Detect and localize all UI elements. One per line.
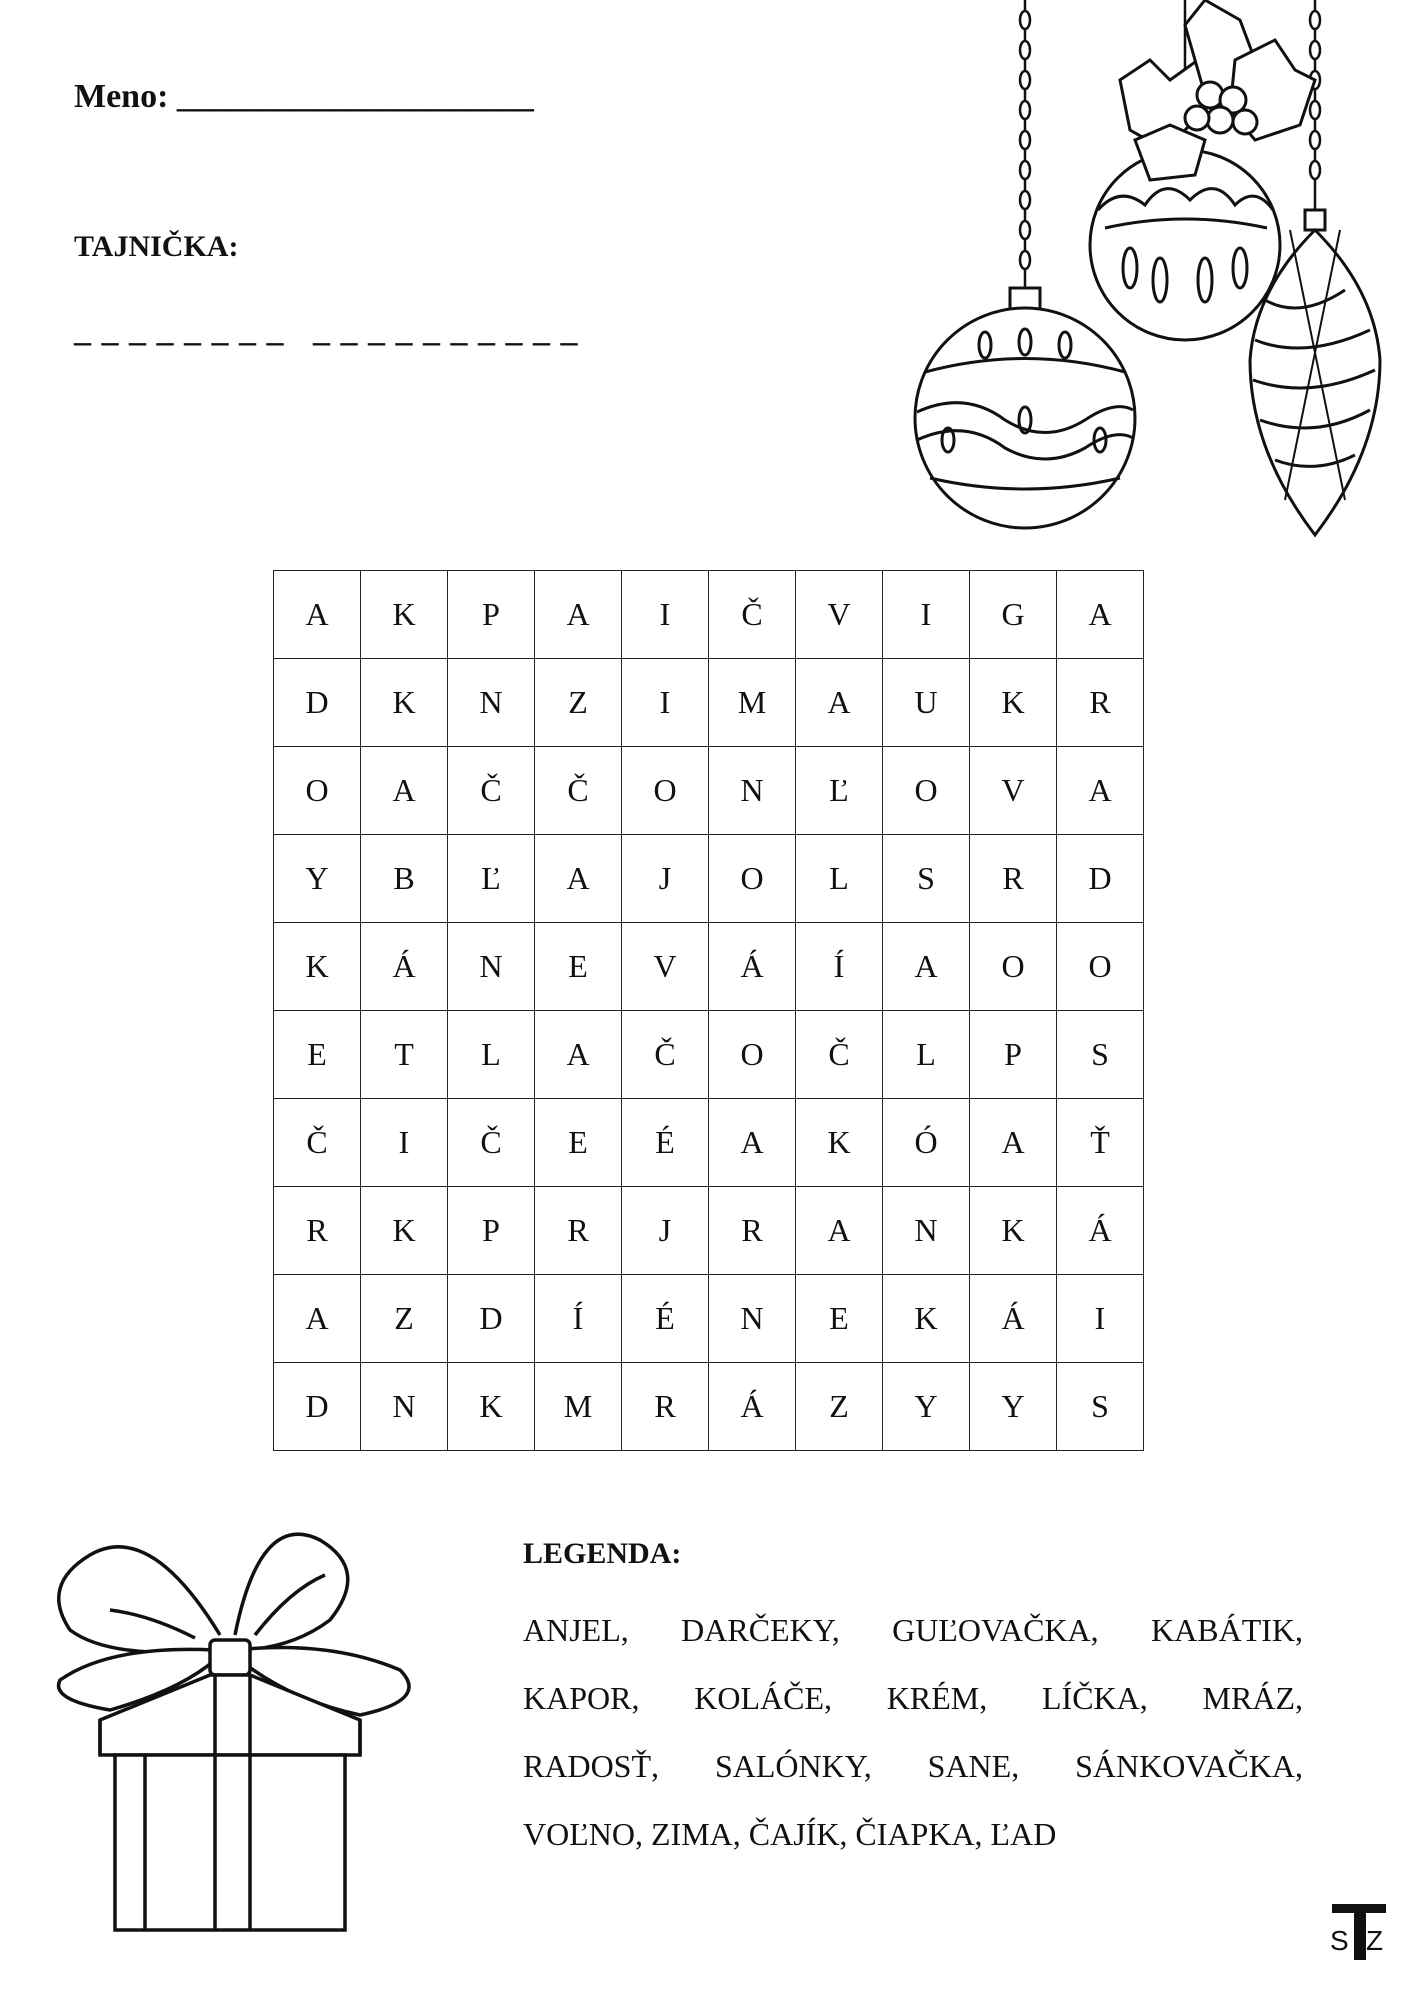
- grid-cell: P: [448, 571, 535, 659]
- grid-cell: N: [709, 1275, 796, 1363]
- grid-cell: A: [535, 1011, 622, 1099]
- grid-cell: K: [274, 923, 361, 1011]
- grid-cell: K: [361, 1187, 448, 1275]
- christmas-ornaments-icon: [905, 0, 1385, 540]
- logo-letter-s: S: [1330, 1925, 1349, 1956]
- grid-row: [274, 1275, 1144, 1363]
- grid-cell: D: [1057, 835, 1144, 923]
- grid-cell: K: [361, 659, 448, 747]
- logo-letter-z: Z: [1366, 1925, 1384, 1956]
- grid-cell: T: [361, 1011, 448, 1099]
- name-blank: _____________________: [176, 78, 534, 115]
- grid-cell: Á: [709, 1363, 796, 1451]
- grid-cell: A: [1057, 571, 1144, 659]
- grid-cell: V: [622, 923, 709, 1011]
- grid-cell: R: [970, 835, 1057, 923]
- grid-row: [274, 1187, 1144, 1275]
- grid-cell: Č: [535, 747, 622, 835]
- grid-cell: A: [796, 1187, 883, 1275]
- grid-cell: O: [970, 923, 1057, 1011]
- grid-row: [274, 1011, 1144, 1099]
- grid-cell: Y: [883, 1363, 970, 1451]
- grid-cell: B: [361, 835, 448, 923]
- grid-cell: K: [970, 1187, 1057, 1275]
- grid-cell: E: [274, 1011, 361, 1099]
- grid-cell: R: [709, 1187, 796, 1275]
- grid-cell: O: [1057, 923, 1144, 1011]
- grid-cell: Y: [274, 835, 361, 923]
- grid-cell: R: [1057, 659, 1144, 747]
- grid-row: [274, 659, 1144, 747]
- grid-cell: A: [274, 571, 361, 659]
- stz-logo-icon: [1328, 1900, 1390, 1962]
- grid-cell: A: [709, 1099, 796, 1187]
- grid-cell: K: [448, 1363, 535, 1451]
- grid-cell: A: [970, 1099, 1057, 1187]
- grid-cell: A: [1057, 747, 1144, 835]
- grid-cell: R: [622, 1363, 709, 1451]
- grid-cell: S: [883, 835, 970, 923]
- grid-cell: V: [970, 747, 1057, 835]
- grid-cell: Ó: [883, 1099, 970, 1187]
- grid-cell: Č: [448, 747, 535, 835]
- legend-line: RADOSŤ, SALÓNKY, SANE, SÁNKOVAČKA,: [523, 1748, 1303, 1784]
- grid-cell: J: [622, 1187, 709, 1275]
- grid-cell: M: [709, 659, 796, 747]
- legend-line: KAPOR, KOLÁČE, KRÉM, LÍČKA, MRÁZ,: [523, 1680, 1303, 1716]
- grid-cell: Č: [709, 571, 796, 659]
- grid-row: [274, 923, 1144, 1011]
- grid-cell: A: [883, 923, 970, 1011]
- grid-cell: Č: [274, 1099, 361, 1187]
- grid-cell: Z: [361, 1275, 448, 1363]
- grid-cell: A: [535, 835, 622, 923]
- grid-cell: E: [796, 1275, 883, 1363]
- grid-cell: A: [796, 659, 883, 747]
- grid-row: [274, 571, 1144, 659]
- grid-cell: O: [883, 747, 970, 835]
- grid-row: [274, 835, 1144, 923]
- grid-cell: K: [883, 1275, 970, 1363]
- grid-cell: E: [535, 1099, 622, 1187]
- grid-cell: O: [709, 835, 796, 923]
- grid-cell: D: [448, 1275, 535, 1363]
- grid-cell: Í: [535, 1275, 622, 1363]
- grid-cell: G: [970, 571, 1057, 659]
- legend-word-list: [523, 1596, 1303, 1868]
- grid-cell: N: [361, 1363, 448, 1451]
- legend-line: ANJEL, DARČEKY, GUĽOVAČKA, KABÁTIK,: [523, 1612, 1303, 1648]
- grid-cell: Ľ: [796, 747, 883, 835]
- grid-cell: Č: [796, 1011, 883, 1099]
- grid-cell: O: [274, 747, 361, 835]
- grid-cell: L: [796, 835, 883, 923]
- grid-cell: A: [361, 747, 448, 835]
- grid-cell: É: [622, 1099, 709, 1187]
- grid-cell: Č: [448, 1099, 535, 1187]
- grid-cell: J: [622, 835, 709, 923]
- name-field: [74, 78, 534, 116]
- grid-cell: A: [274, 1275, 361, 1363]
- grid-cell: A: [535, 571, 622, 659]
- grid-cell: Í: [796, 923, 883, 1011]
- legend-line: VOĽNO, ZIMA, ČAJÍK, ČIAPKA, ĽAD: [523, 1816, 1057, 1852]
- grid-cell: N: [448, 659, 535, 747]
- grid-cell: S: [1057, 1363, 1144, 1451]
- grid-cell: U: [883, 659, 970, 747]
- grid-cell: L: [883, 1011, 970, 1099]
- grid-cell: V: [796, 571, 883, 659]
- grid-cell: R: [274, 1187, 361, 1275]
- grid-cell: P: [448, 1187, 535, 1275]
- grid-cell: Č: [622, 1011, 709, 1099]
- grid-cell: Z: [796, 1363, 883, 1451]
- grid-cell: R: [535, 1187, 622, 1275]
- word-search-grid: [273, 570, 1144, 1451]
- grid-cell: N: [709, 747, 796, 835]
- grid-cell: N: [448, 923, 535, 1011]
- grid-cell: I: [1057, 1275, 1144, 1363]
- grid-cell: Á: [970, 1275, 1057, 1363]
- grid-row: [274, 1099, 1144, 1187]
- grid-cell: I: [883, 571, 970, 659]
- grid-cell: Z: [535, 659, 622, 747]
- grid-cell: P: [970, 1011, 1057, 1099]
- grid-cell: Á: [1057, 1187, 1144, 1275]
- legend-title: LEGENDA:: [523, 1537, 682, 1570]
- grid-cell: I: [361, 1099, 448, 1187]
- grid-cell: K: [970, 659, 1057, 747]
- gift-box-icon: [30, 1500, 420, 1940]
- grid-cell: Ť: [1057, 1099, 1144, 1187]
- grid-cell: N: [883, 1187, 970, 1275]
- grid-cell: Á: [709, 923, 796, 1011]
- grid-cell: O: [709, 1011, 796, 1099]
- grid-cell: Á: [361, 923, 448, 1011]
- grid-cell: É: [622, 1275, 709, 1363]
- secret-label: TAJNIČKA:: [74, 230, 239, 263]
- grid-row: [274, 1363, 1144, 1451]
- grid-cell: O: [622, 747, 709, 835]
- secret-blanks: _ _ _ _ _ _ _ _ _ _ _ _ _ _ _ _ _ _: [74, 312, 579, 349]
- grid-cell: L: [448, 1011, 535, 1099]
- grid-cell: K: [361, 571, 448, 659]
- grid-row: [274, 747, 1144, 835]
- grid-cell: K: [796, 1099, 883, 1187]
- grid-cell: D: [274, 1363, 361, 1451]
- grid-cell: I: [622, 571, 709, 659]
- grid-cell: Ľ: [448, 835, 535, 923]
- grid-cell: D: [274, 659, 361, 747]
- grid-cell: I: [622, 659, 709, 747]
- grid-cell: E: [535, 923, 622, 1011]
- name-label: Meno:: [74, 78, 169, 115]
- grid-cell: M: [535, 1363, 622, 1451]
- grid-cell: Y: [970, 1363, 1057, 1451]
- grid-cell: S: [1057, 1011, 1144, 1099]
